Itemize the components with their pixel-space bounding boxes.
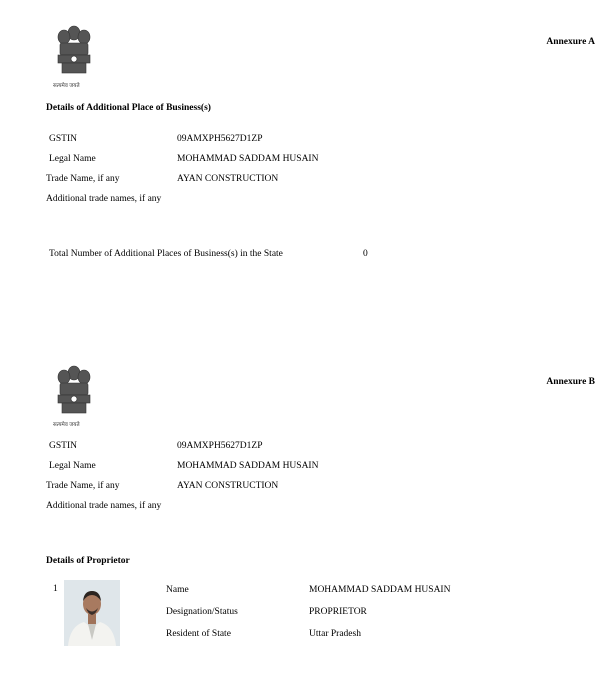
trade-name-label: Trade Name, if any [46, 174, 120, 184]
national-emblem-icon [52, 364, 96, 420]
additional-trade-names-label: Additional trade names, if any [46, 501, 162, 511]
resident-state-label: Resident of State [166, 629, 231, 639]
proprietor-index: 1 [53, 584, 58, 594]
legal-name-label: Legal Name [49, 154, 96, 164]
annexure-label: Annexure B [546, 377, 595, 387]
designation-label: Designation/Status [166, 607, 238, 617]
gstin-label: GSTIN [49, 134, 77, 144]
trade-name-value: AYAN CONSTRUCTION [177, 481, 279, 491]
gstin-value: 09AMXPH5627D1ZP [177, 441, 263, 451]
section-heading: Details of Additional Place of Business(s) [46, 103, 211, 113]
trade-name-value: AYAN CONSTRUCTION [177, 174, 279, 184]
proprietor-photo [64, 580, 120, 646]
total-places-label: Total Number of Additional Places of Business(s) in the State [49, 249, 283, 259]
proprietor-heading: Details of Proprietor [46, 556, 130, 566]
gstin-value: 09AMXPH5627D1ZP [177, 134, 263, 144]
annexure-label: Annexure A [546, 37, 595, 47]
emblem-caption: सत्यमेव जयते [53, 83, 80, 89]
name-value: MOHAMMAD SADDAM HUSAIN [309, 585, 451, 595]
total-places-value: 0 [363, 249, 368, 259]
resident-state-value: Uttar Pradesh [309, 629, 361, 639]
designation-value: PROPRIETOR [309, 607, 367, 617]
gstin-label: GSTIN [49, 441, 77, 451]
additional-trade-names-label: Additional trade names, if any [46, 194, 162, 204]
legal-name-label: Legal Name [49, 461, 96, 471]
name-label: Name [166, 585, 189, 595]
trade-name-label: Trade Name, if any [46, 481, 120, 491]
person-photo-icon [64, 580, 120, 646]
emblem-caption: सत्यमेव जयते [53, 422, 80, 428]
legal-name-value: MOHAMMAD SADDAM HUSAIN [177, 154, 319, 164]
legal-name-value: MOHAMMAD SADDAM HUSAIN [177, 461, 319, 471]
national-emblem-icon [52, 24, 96, 80]
